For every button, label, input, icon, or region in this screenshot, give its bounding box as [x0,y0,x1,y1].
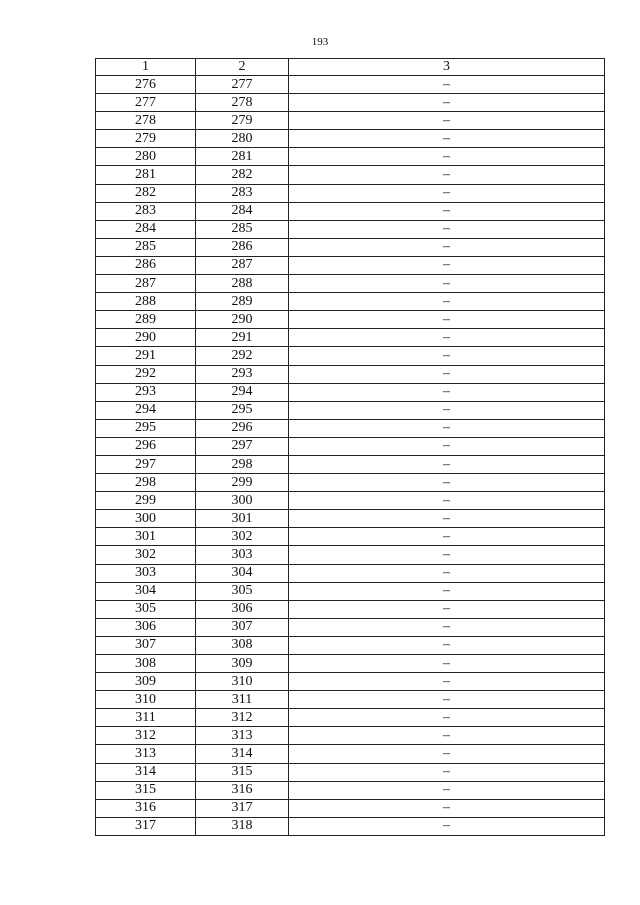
table-cell-col-3: – [289,709,605,727]
table-cell-col-2: 294 [196,383,289,401]
table-row [96,419,605,437]
table-cell-col-1: 317 [96,817,196,835]
table-row [96,76,605,94]
table-cell-col-1: 313 [96,745,196,763]
table-cell-col-3: – [289,130,605,148]
table-cell-col-2: 318 [196,817,289,835]
table-cell-col-1: 306 [96,618,196,636]
table-row [96,383,605,401]
table-cell-col-1: 302 [96,546,196,564]
table-cell-col-3: – [289,817,605,835]
table-cell-col-2: 292 [196,347,289,365]
table-cell-col-2: 295 [196,401,289,419]
table-row [96,148,605,166]
table-row [96,781,605,799]
table-cell-col-2: 316 [196,781,289,799]
table-cell-col-3: – [289,673,605,691]
table-cell-col-2: 279 [196,112,289,130]
table-row [96,184,605,202]
table-cell-col-3: – [289,655,605,673]
table-cell-col-1: 284 [96,220,196,238]
table-cell-col-2: 298 [196,455,289,473]
table-row [96,329,605,347]
table-cell-col-1: 301 [96,528,196,546]
table-row [96,437,605,455]
table-cell-col-2: 285 [196,220,289,238]
table-cell-col-2: 305 [196,582,289,600]
data-table [95,58,605,836]
table-cell-col-2: 289 [196,293,289,311]
table-cell-col-3: – [289,474,605,492]
table-cell-col-1: 309 [96,673,196,691]
table-cell-col-1: 285 [96,238,196,256]
table-body [96,76,605,836]
table-cell-col-3: – [289,781,605,799]
column-header-3: 3 [289,59,605,76]
table-cell-col-1: 293 [96,383,196,401]
table-row [96,365,605,383]
table-cell-col-1: 299 [96,492,196,510]
table-cell-col-1: 307 [96,636,196,654]
table-cell-col-3: – [289,492,605,510]
table-row [96,799,605,817]
table-cell-col-2: 312 [196,709,289,727]
table-cell-col-3: – [289,202,605,220]
table-cell-col-3: – [289,691,605,709]
table-cell-col-1: 315 [96,781,196,799]
table-row [96,238,605,256]
table-row [96,202,605,220]
table-cell-col-2: 314 [196,745,289,763]
table-cell-col-3: – [289,293,605,311]
table-cell-col-3: – [289,745,605,763]
column-header-1: 1 [96,59,196,76]
table-cell-col-2: 303 [196,546,289,564]
table-row [96,293,605,311]
table-cell-col-3: – [289,148,605,166]
table-cell-col-2: 307 [196,618,289,636]
table-cell-col-3: – [289,600,605,618]
table-cell-col-2: 304 [196,564,289,582]
table-cell-col-1: 311 [96,709,196,727]
table-cell-col-2: 313 [196,727,289,745]
table-cell-col-3: – [289,419,605,437]
table-cell-col-1: 283 [96,202,196,220]
table-row [96,636,605,654]
table-cell-col-1: 292 [96,365,196,383]
table-cell-col-3: – [289,275,605,293]
table-cell-col-2: 290 [196,311,289,329]
table-cell-col-2: 310 [196,673,289,691]
table-cell-col-2: 288 [196,275,289,293]
table-cell-col-2: 293 [196,365,289,383]
table-cell-col-2: 311 [196,691,289,709]
table-cell-col-3: – [289,437,605,455]
table-cell-col-2: 282 [196,166,289,184]
table-cell-col-3: – [289,528,605,546]
table-row [96,455,605,473]
table-row [96,166,605,184]
table-cell-col-2: 309 [196,655,289,673]
table-cell-col-2: 286 [196,238,289,256]
table-row [96,763,605,781]
table-row [96,112,605,130]
table-cell-col-2: 315 [196,763,289,781]
table-cell-col-3: – [289,166,605,184]
table-cell-col-2: 302 [196,528,289,546]
table-cell-col-3: – [289,763,605,781]
table-cell-col-3: – [289,76,605,94]
table-cell-col-1: 277 [96,94,196,112]
table-cell-col-1: 288 [96,293,196,311]
table-cell-col-3: – [289,401,605,419]
table-row [96,727,605,745]
table-cell-col-3: – [289,510,605,528]
table-row [96,130,605,148]
table-row [96,745,605,763]
table-row [96,673,605,691]
table-row [96,510,605,528]
table-row [96,492,605,510]
table-row [96,474,605,492]
table-cell-col-3: – [289,383,605,401]
table-cell-col-2: 287 [196,256,289,274]
table-cell-col-2: 283 [196,184,289,202]
table-row [96,528,605,546]
table-row [96,220,605,238]
table-cell-col-1: 308 [96,655,196,673]
table-cell-col-2: 280 [196,130,289,148]
table-cell-col-1: 310 [96,691,196,709]
table-cell-col-1: 286 [96,256,196,274]
table-cell-col-1: 276 [96,76,196,94]
table-cell-col-3: – [289,618,605,636]
table-cell-col-1: 296 [96,437,196,455]
table-row [96,691,605,709]
table-cell-col-2: 284 [196,202,289,220]
table-cell-col-2: 291 [196,329,289,347]
table-row [96,546,605,564]
table-cell-col-1: 287 [96,275,196,293]
table-row [96,94,605,112]
table-cell-col-2: 297 [196,437,289,455]
table-row [96,256,605,274]
table-row [96,311,605,329]
table-cell-col-3: – [289,329,605,347]
table-cell-col-2: 277 [196,76,289,94]
table-cell-col-3: – [289,365,605,383]
table-row [96,709,605,727]
table-row [96,275,605,293]
table-cell-col-1: 295 [96,419,196,437]
table-cell-col-2: 278 [196,94,289,112]
table-cell-col-2: 308 [196,636,289,654]
table-cell-col-1: 312 [96,727,196,745]
table-cell-col-3: – [289,311,605,329]
table-header-row [96,59,605,76]
table-cell-col-2: 296 [196,419,289,437]
table-cell-col-1: 280 [96,148,196,166]
table-cell-col-1: 305 [96,600,196,618]
table-cell-col-1: 281 [96,166,196,184]
table-row [96,347,605,365]
table-cell-col-3: – [289,727,605,745]
page-number: 193 [311,36,329,48]
table-cell-col-3: – [289,220,605,238]
table-cell-col-2: 317 [196,799,289,817]
table-cell-col-3: – [289,636,605,654]
table-cell-col-2: 301 [196,510,289,528]
table-cell-col-1: 294 [96,401,196,419]
table-cell-col-1: 278 [96,112,196,130]
table-cell-col-1: 291 [96,347,196,365]
table-cell-col-1: 279 [96,130,196,148]
table-cell-col-1: 289 [96,311,196,329]
table-row [96,401,605,419]
table-cell-col-1: 316 [96,799,196,817]
table-cell-col-1: 298 [96,474,196,492]
table-cell-col-1: 314 [96,763,196,781]
table-cell-col-1: 297 [96,455,196,473]
table-row [96,600,605,618]
table-cell-col-3: – [289,184,605,202]
table-cell-col-3: – [289,256,605,274]
table-cell-col-3: – [289,799,605,817]
table-cell-col-3: – [289,94,605,112]
table-cell-col-3: – [289,238,605,256]
table-cell-col-3: – [289,564,605,582]
table-cell-col-2: 299 [196,474,289,492]
table-cell-col-1: 304 [96,582,196,600]
table-row [96,564,605,582]
table-row [96,618,605,636]
table-cell-col-1: 282 [96,184,196,202]
table-cell-col-3: – [289,112,605,130]
table-cell-col-1: 303 [96,564,196,582]
table-row [96,817,605,835]
table-cell-col-2: 281 [196,148,289,166]
table-cell-col-3: – [289,582,605,600]
table-cell-col-1: 300 [96,510,196,528]
table-cell-col-3: – [289,546,605,564]
table-cell-col-3: – [289,347,605,365]
column-header-2: 2 [196,59,289,76]
table-row [96,582,605,600]
table-cell-col-2: 300 [196,492,289,510]
table-cell-col-3: – [289,455,605,473]
table-cell-col-1: 290 [96,329,196,347]
table-cell-col-2: 306 [196,600,289,618]
table-row [96,655,605,673]
